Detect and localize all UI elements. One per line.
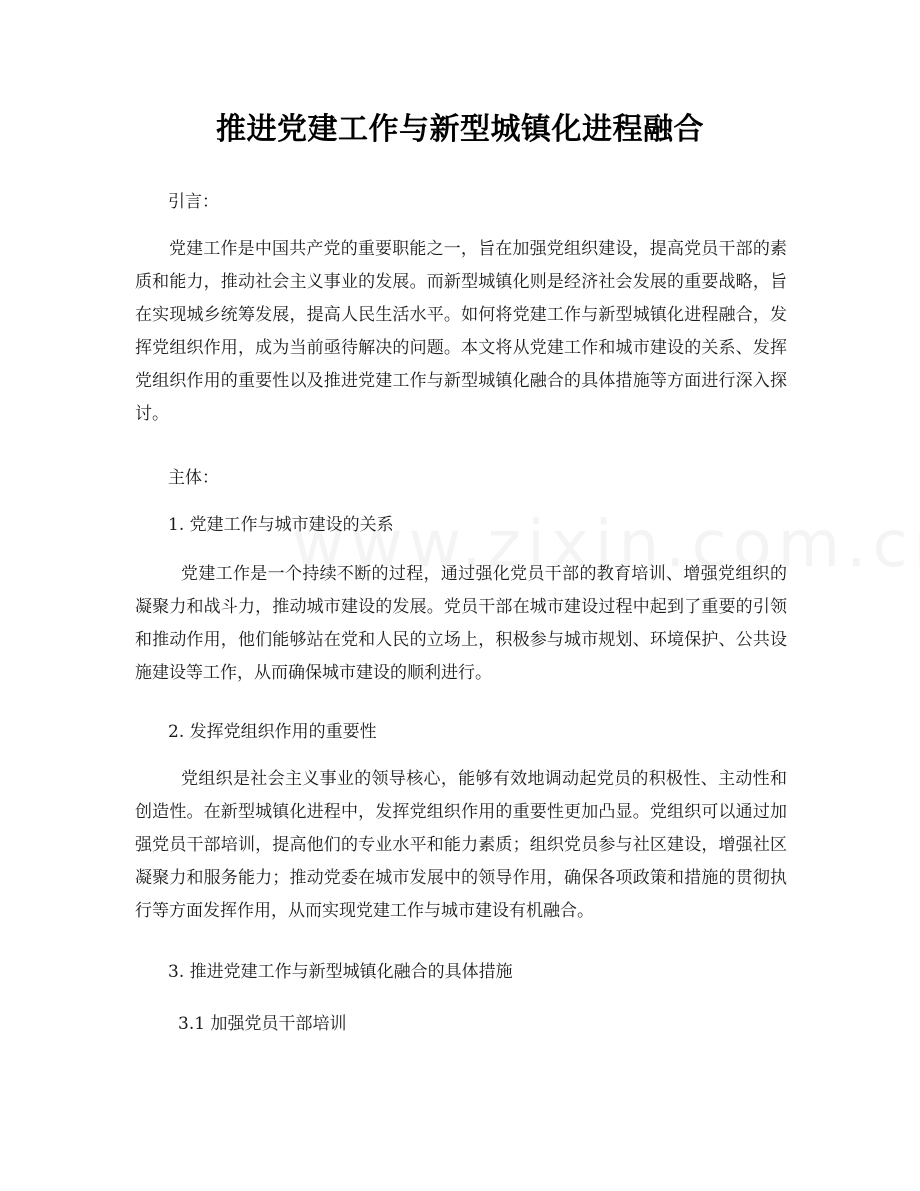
document-title: 推进党建工作与新型城镇化进程融合 xyxy=(216,112,704,147)
section3-heading: 3. 推进党建工作与新型城镇化融合的具体措施 xyxy=(168,962,513,982)
body-label: 主体： xyxy=(168,468,219,488)
section1-paragraph: 党建工作是一个持续不断的过程，通过强化党员干部的教育培训、增强党组织的凝聚力和战斗力，推动城市建设的发展。党员干部在城市建设过程中起到了重要的引领和推动作用，他们能够站在党和人民的立场上，积极参与城市规划、环境保护、公共设施建设等工作，从而确保城市建设的顺利进行。 xyxy=(135,564,787,683)
intro-paragraph: 党建工作是中国共产党的重要职能之一，旨在加强党组织建设，提高党员干部的素质和能力，推动社会主义事业的发展。而新型城镇化则是经济社会发展的重要战略，旨在实现城乡统筹发展，提高人民生活水平。如何将党建工作与新型城镇化进程融合，发挥党组织作用，成为当前亟待解决的问题。本文将从党建工作和城市建设的关系、发挥党组织作用的重要性以及推进党建工作与新型城镇化融合的具体措施等方面进行深入探讨。 xyxy=(135,239,787,424)
section2-heading: 2. 发挥党组织作用的重要性 xyxy=(168,722,377,742)
intro-label: 引言： xyxy=(168,192,219,212)
section1-heading: 1. 党建工作与城市建设的关系 xyxy=(168,515,394,535)
section3-1-heading: 3.1 加强党员干部培训 xyxy=(178,1014,347,1034)
section2-paragraph: 党组织是社会主义事业的领导核心，能够有效地调动起党员的积极性、主动性和创造性。在新型城镇化进程中，发挥党组织作用的重要性更加凸显。党组织可以通过加强党员干部培训，提高他们的专业水平和能力素质；组织党员参与社区建设，增强社区凝聚力和服务能力；推动党委在城市发展中的领导作用，确保各项政策和措施的贯彻执行等方面发挥作用，从而实现党建工作与城市建设有机融合。 xyxy=(135,769,787,921)
